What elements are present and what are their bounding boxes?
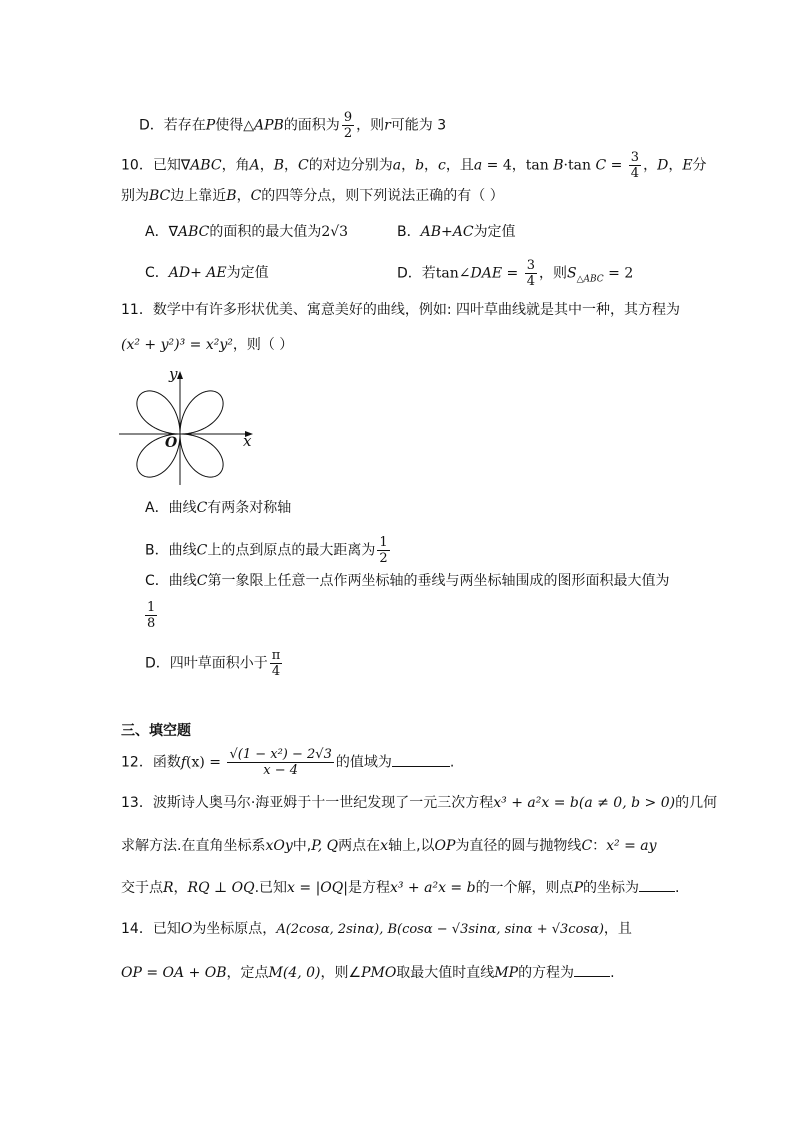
axis-label-x: x [243,432,252,450]
y-axis-arrow [177,371,183,379]
q9-d-apb: APB [253,117,284,134]
q13-line2: 求解方法.在直角坐标系xOy中,P, Q两点在x轴上,以OP为直径的圆与抛物线C：x² = ay [121,838,657,854]
q10-option-b: B．AB+AC为定值 [397,224,516,240]
q11-option-a: A．曲线C有两条对称轴 [145,500,292,516]
q10-fraction: $\frac{3}{4}$ [630,150,640,181]
q11-option-d: D．四叶草面积小于 $\frac{\pi}{4}$ [145,648,281,679]
q14-line2: OP = OA + OB，定点M(4, 0)，则∠PMO取最大值时直线MP的方程为 . [121,962,615,983]
four-leaf-clover-figure [117,365,262,490]
q12-fraction: $\frac{\text{√(1 − x²) − 2√3}}{x - 4}$ [229,747,332,778]
q13-answer-blank[interactable] [639,877,675,892]
q9-d-fraction: $\frac{9}{2}$ [343,110,353,141]
q11-option-c: C．曲线C第一象限上任意一点作两坐标轴的垂线与两坐标轴围成的图形面积最大值为 [145,573,670,589]
q14-answer-blank[interactable] [574,962,610,977]
q10-d-fraction: $\frac{3}{4}$ [526,258,535,289]
q11-c-fraction: $\frac{1}{8}$ [147,600,156,631]
q13-line3: 交于点R，RQ ⊥ OQ.已知x = |OQ|是方程x³ + a²x = b的一个解，则点P的坐标为 . [121,877,679,898]
q9-d-p: P [205,117,216,134]
q11-d-fraction: $\frac{\pi}{4}$ [271,648,281,679]
q12-answer-blank[interactable] [392,752,450,767]
q14-vector-equation: OP = OA + OB [121,965,227,981]
q11-option-b: B．曲线C上的点到原点的最大距离为 $\frac{1}{2}$ [145,535,388,566]
q14-line1: 14．已知O为坐标原点，A(2cosα, 2sinα), B(cosα − √3sinα, sinα + √3cosα)，且 [121,921,632,937]
q10-option-a: A．∇ABC的面积的最大值为2√3 [145,224,349,240]
section-title: 三、填空题 [121,723,191,739]
q10-line1: 10．已知∇ABC，角A，B，C的对边分别为a，b，c，且a = 4，tan B·tan C = $\frac{3}{4}$ ，D，E分 [121,150,707,181]
origin-label: O [165,435,178,451]
q9-d-prefix: D．若存在 [139,117,206,134]
q11-equation: (x² + y²)³ = x²y² [121,337,233,353]
q9-d-tail3: 可能为 3 [390,117,447,134]
q11-option-c-value [143,600,159,631]
q10-option-d: D．若tan∠DAE = $\frac{3}{4}$ ，则$S_{\triangle ABC} = 2$ [397,258,634,289]
q9-d-tail1: 的面积为 [283,117,340,134]
q11-b-fraction: $\frac{1}{2}$ [379,535,388,566]
q12: 12．函数f(x) = $\frac{\text{√(1 − x²) − 2√3}}{x - 4}$ 的值域为 . [121,747,455,778]
q9-d-r: r [384,117,391,134]
q11-line2: (x² + y²)³ = x²y²，则（ ） [121,337,294,353]
q9-d-tail2: ，则 [356,117,385,134]
q11-line1: 11．数学中有许多形状优美、寓意美好的曲线，例如: 四叶草曲线就是其中一种，其方程为 [121,302,680,318]
q10-line2: 别为BC边上靠近B，C的四等分点，则下列说法正确的有（ ） [121,188,504,204]
q9-option-d [139,110,446,141]
q13-line1: 13．波斯诗人奥马尔·海亚姆于十一世纪发现了一元三次方程x³ + a²x = b(a ≠ 0, b > 0)的几何 [121,795,718,811]
axis-label-y: y [169,365,178,383]
q9-d-mid: 使得△ [215,117,254,134]
q10-option-c: C．AD+ AE为定值 [145,265,269,281]
